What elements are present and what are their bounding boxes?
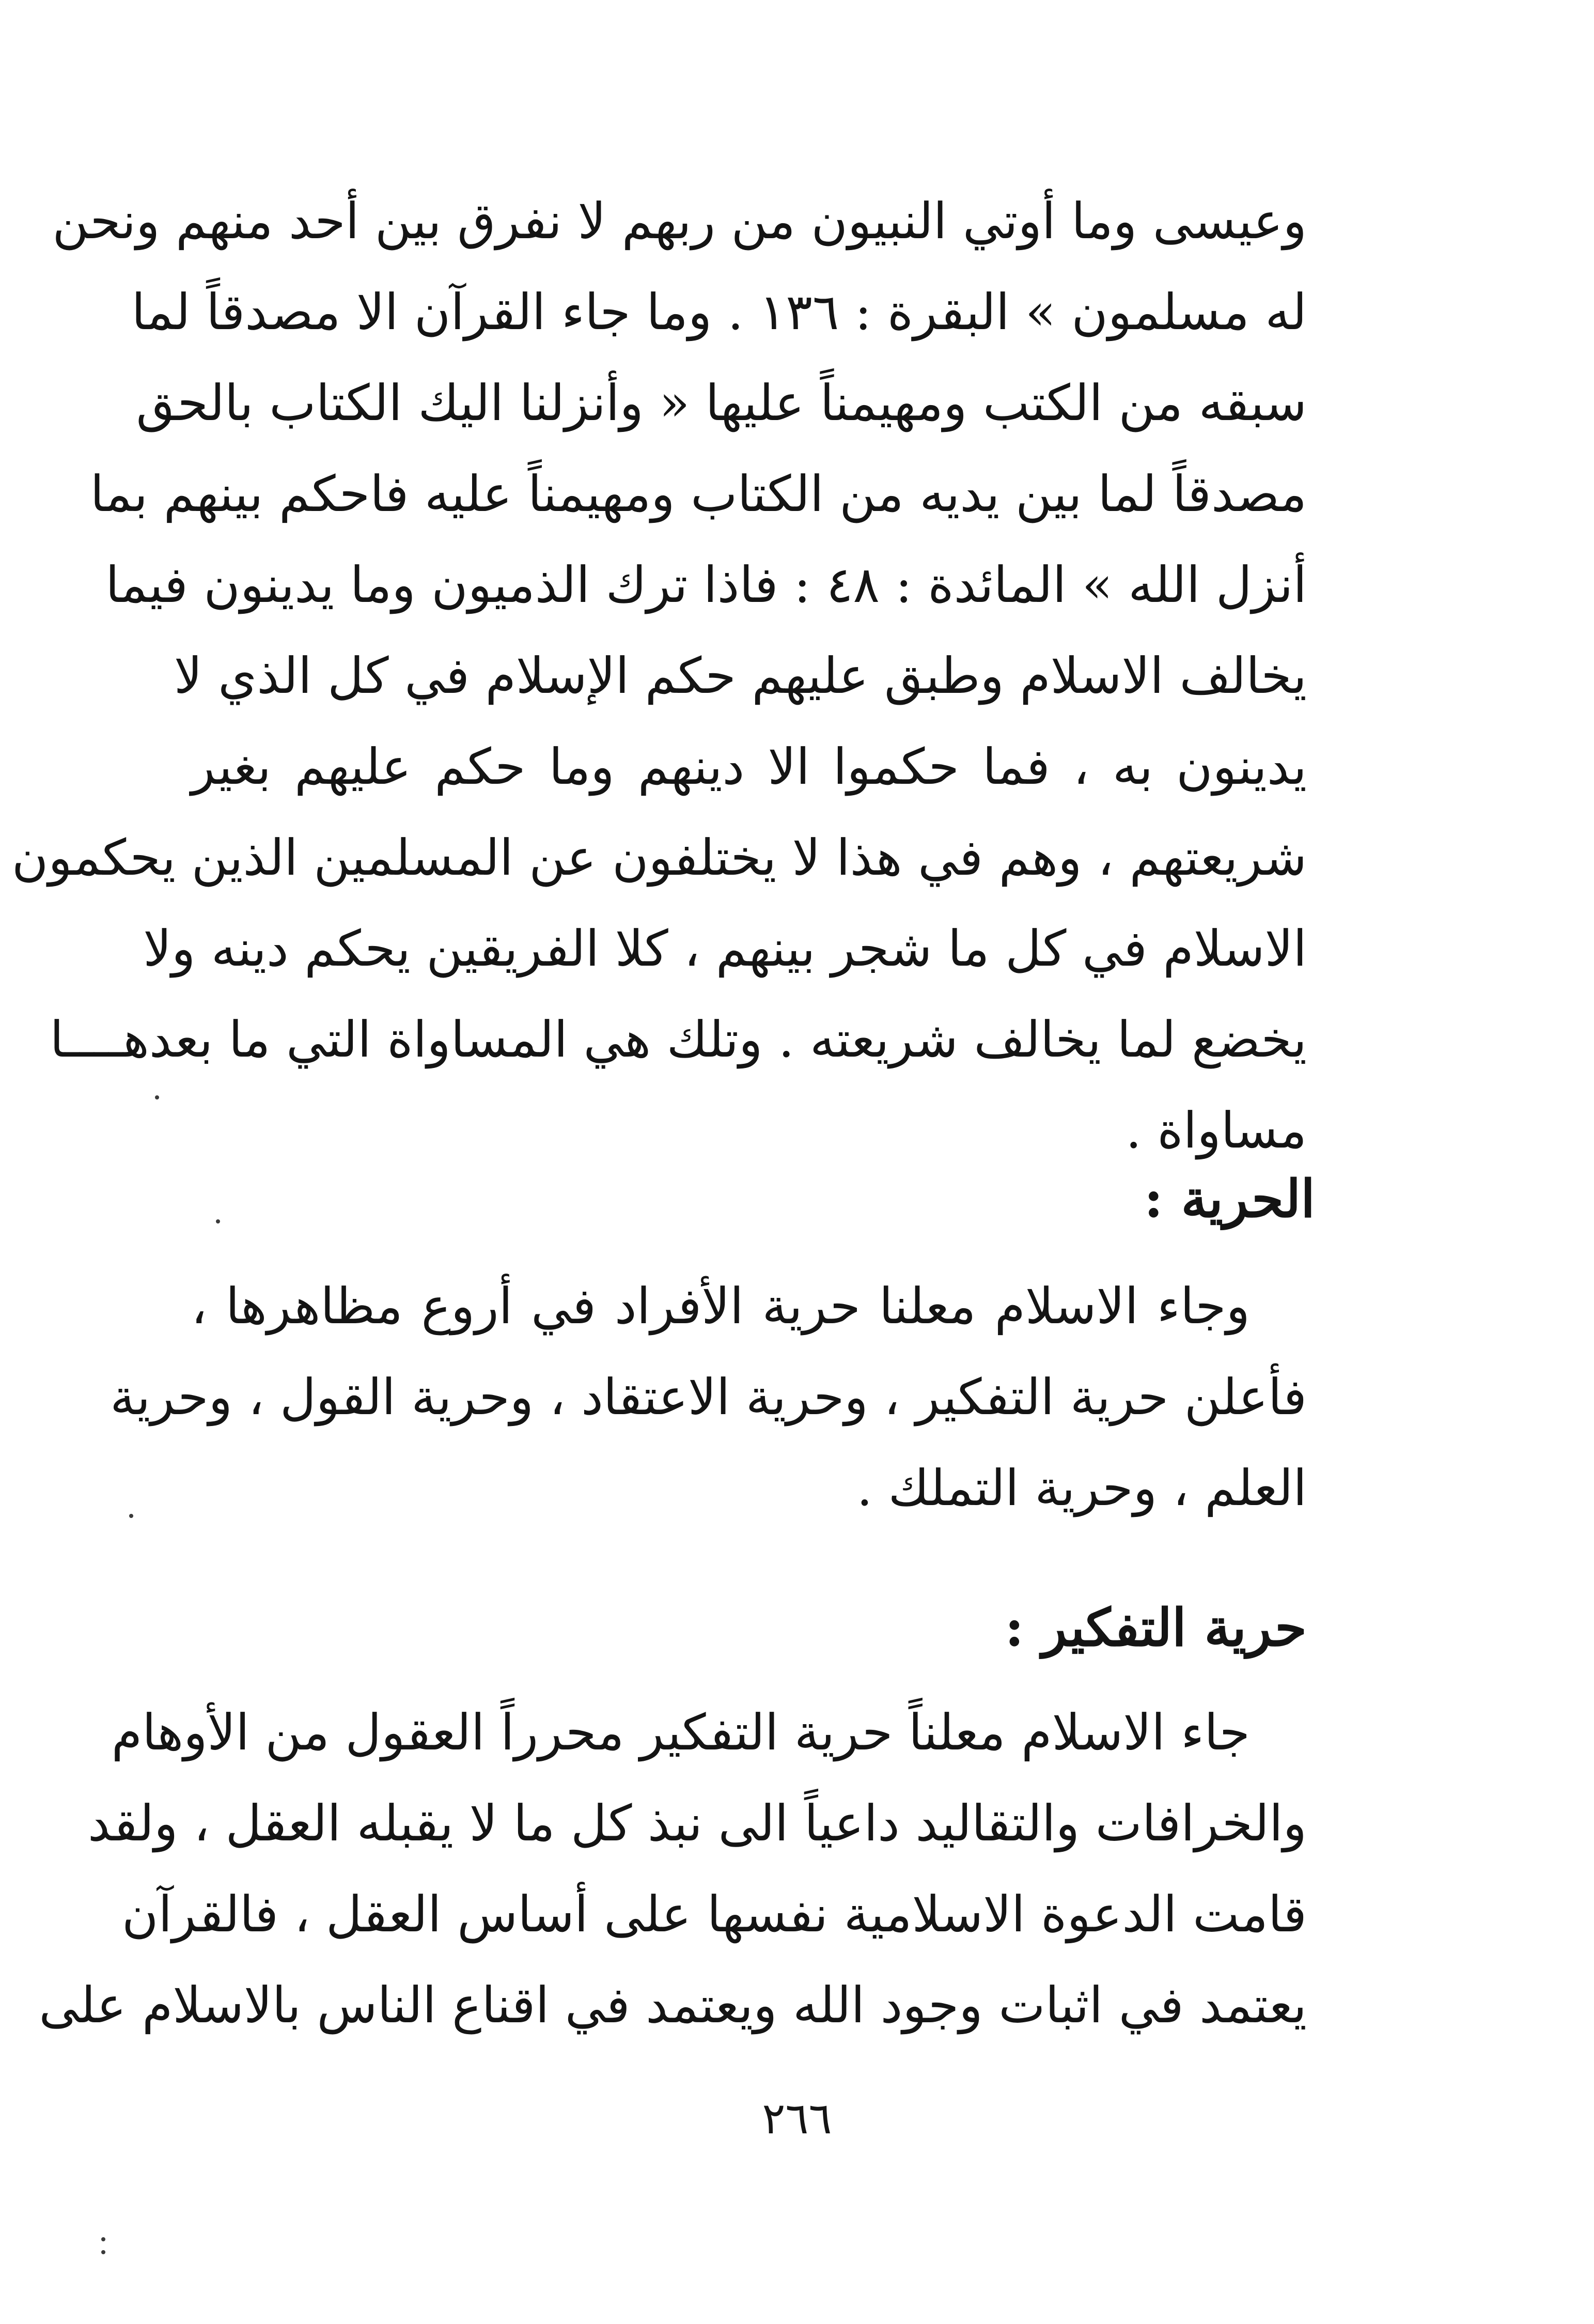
- scan-speck: [216, 1219, 220, 1223]
- text-line: جاء الاسلام معلناً حرية التفكير محرراً العقول من الأوهام: [111, 1703, 1250, 1761]
- text-line: يخضع لما يخالف شريعته . وتلك هي المساواة التي ما بعدهــــا: [50, 1011, 1307, 1068]
- text-line: شريعتهم ، وهم في هذا لا يختلفون عن المسلمين الذين يحكمون: [11, 829, 1307, 887]
- scan-speck: [101, 2250, 105, 2254]
- text-line: أنزل الله » المائدة : ٤٨ : فاذا ترك الذميون وما يدينون فيما: [105, 556, 1307, 614]
- text-line: والخرافات والتقاليد داعياً الى نبذ كل ما لا يقبله العقل ، ولقد: [87, 1794, 1307, 1852]
- text-line: يخالف الاسلام وطبق عليهم حكم الإسلام في كل الذي لا: [174, 647, 1307, 705]
- text-line: العلم ، وحرية التملك .: [856, 1459, 1307, 1517]
- section-heading-freedom: الحرية :: [1144, 1168, 1315, 1229]
- section-heading-freedom-of-thought: حرية التفكير :: [1005, 1597, 1307, 1658]
- text-line: قامت الدعوة الاسلامية نفسها على أساس العقل ، فالقرآن: [121, 1885, 1307, 1943]
- text-line: الاسلام في كل ما شجر بينهم ، كلا الفريقين يحكم دينه ولا: [143, 920, 1307, 978]
- text-line: يدينون به ، فما حكموا الا دينهم وما حكم عليهم بغير: [191, 738, 1307, 796]
- paragraph-2: [110, 1261, 1307, 1533]
- text-line: مساواة .: [1126, 1102, 1307, 1159]
- page-number: ٢٦٦: [762, 2093, 832, 2144]
- text-line: وعيسى وما أوتي النبيون من ربهم لا نفرق بين أحد منهم ونحن: [52, 192, 1307, 250]
- text-line: وجاء الاسلام معلنا حرية الأفراد في أروع مظاهرها ،: [191, 1277, 1250, 1335]
- text-line: فأعلن حرية التفكير ، وحرية الاعتقاد ، وحرية القول ، وحرية: [110, 1368, 1307, 1426]
- text-line: مصدقاً لما بين يديه من الكتاب ومهيمناً عليه فاحكم بينهم بما: [90, 465, 1307, 523]
- paragraph-1: [11, 176, 1307, 1176]
- scan-speck: [155, 1095, 159, 1099]
- text-line: يعتمد في اثبات وجود الله ويعتمد في اقناع الناس بالاسلام على: [39, 1976, 1307, 2034]
- paragraph-3: [39, 1687, 1307, 2051]
- text-line: سبقه من الكتب ومهيمناً عليها « وأنزلنا اليك الكتاب بالحق: [136, 374, 1307, 432]
- text-line: له مسلمون » البقرة : ١٣٦ . وما جاء القرآن الا مصدقاً لما: [131, 283, 1307, 341]
- scan-speck: [129, 1514, 133, 1518]
- scan-speck: [101, 2237, 105, 2241]
